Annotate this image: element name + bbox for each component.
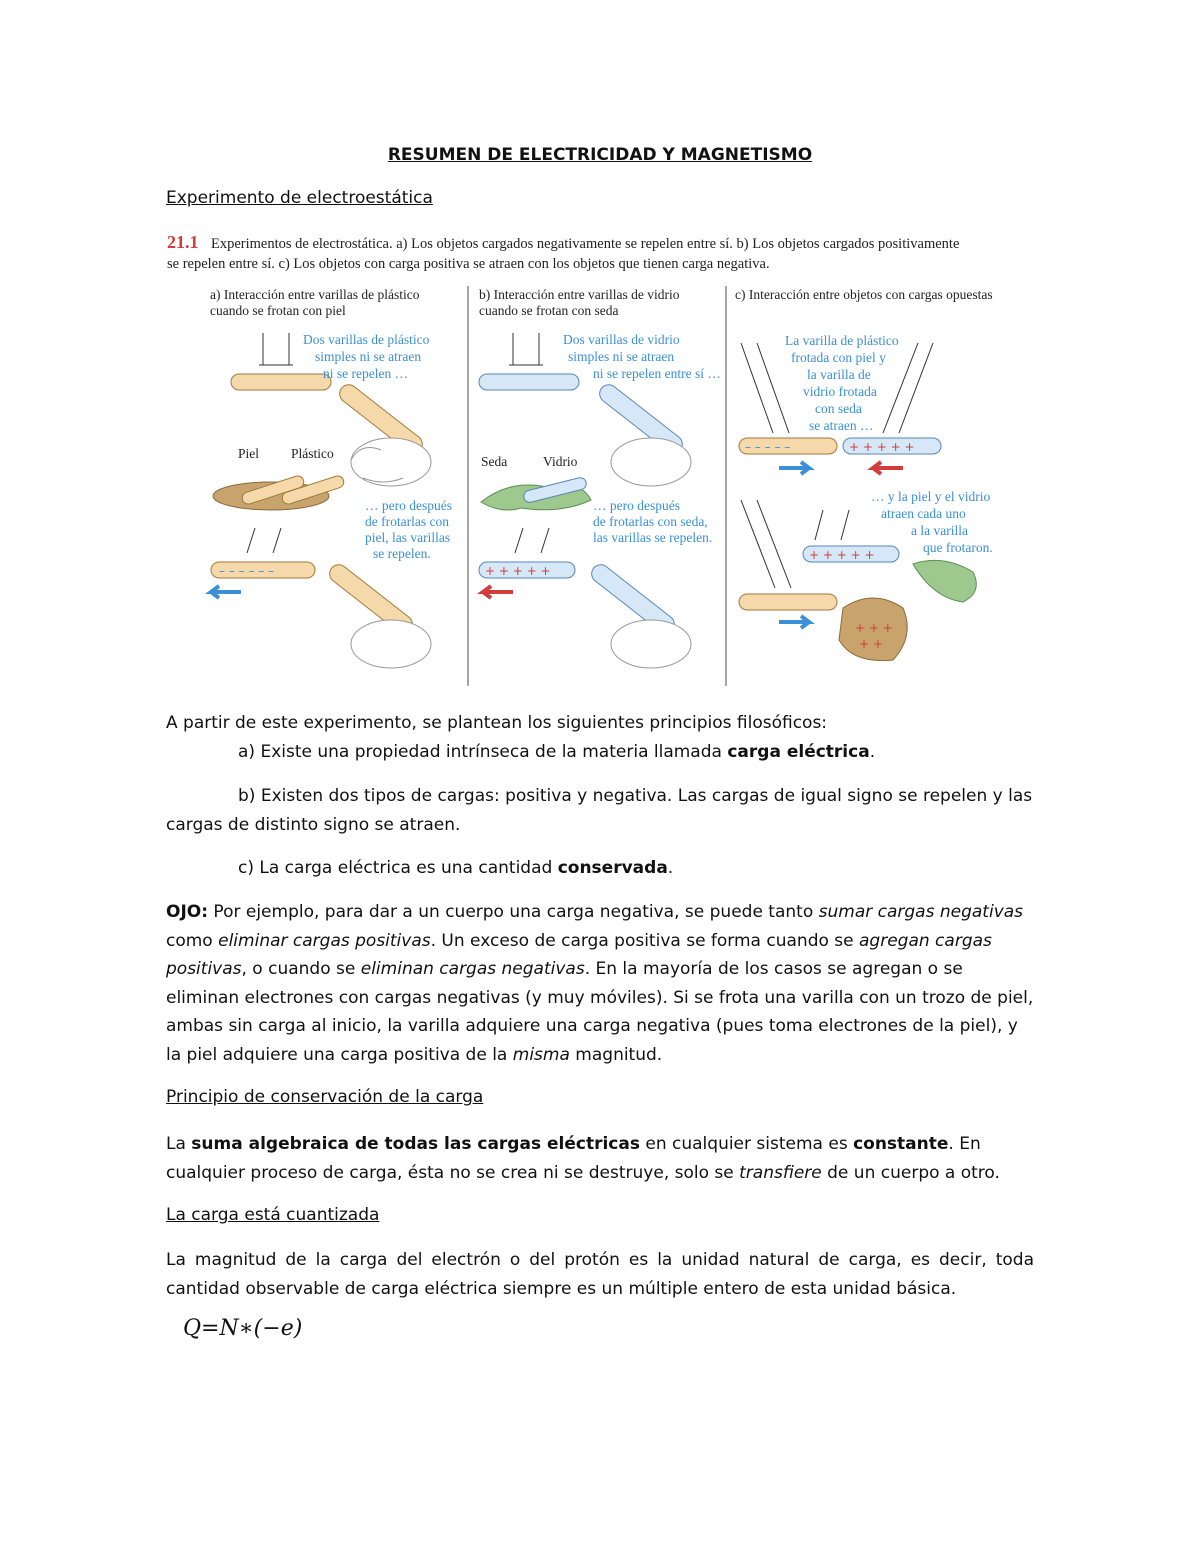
principle-b-line2: cargas de distinto signo se atraen. — [166, 815, 461, 835]
label-vidrio: Vidrio — [543, 454, 578, 469]
ojo-italic: eliminar cargas positivas — [218, 930, 431, 951]
conservation-bold: constante — [853, 1134, 949, 1154]
ojo-text: . Un exceso de carga positiva se forma cuando se — [430, 930, 860, 951]
panel-a-note-2-line: de frotarlas con — [365, 514, 449, 529]
ojo-paragraph — [166, 898, 1034, 1069]
principle-a-bold: carga eléctrica — [727, 742, 870, 762]
figure-svg — [163, 228, 1035, 690]
panel-c-note-2 — [871, 489, 993, 555]
ojo-text: . En la mayoría de los casos se agregan o se eliminan electrones con cargas negativas (y muy móviles). Si se frota una varilla con un trozo de piel, ambas sin carga al inicio, la varilla adquiere una carga negativa (pues toma electrones de la piel), y la piel adquiere una carga positiva de la — [166, 959, 1034, 1065]
panel-a-note-2-line: piel, las varillas — [365, 530, 451, 545]
ojo-italic: misma — [512, 1044, 570, 1065]
principle-a-end: . — [869, 742, 876, 762]
figure-caption-line1: Experimentos de electrostática. a) Los objetos cargados negativamente se repelen entre sí. b) Los objetos cargados positivamente — [211, 236, 960, 252]
conservation-text: de un cuerpo a otro. — [821, 1162, 1000, 1183]
panel-a-title-1: a) Interacción entre varillas de plástico — [210, 287, 420, 302]
conservation-italic: transfiere — [739, 1162, 822, 1183]
ojo-text: , o cuando se — [241, 959, 361, 979]
ojo-italic: sumar cargas negativas — [818, 902, 1024, 922]
ojo-label: OJO: — [166, 902, 209, 922]
conservation-bold: suma algebraica de todas las cargas eléctricas — [191, 1134, 640, 1154]
svg-text:– – – – –: – – – – – — [745, 440, 791, 454]
panel-c-note-2-line: … y la piel y el vidrio — [871, 489, 991, 504]
panel-a-note-1-line: Dos varillas de plástico — [303, 332, 430, 347]
conservation-text: en cualquier sistema es — [639, 1134, 854, 1154]
figure-caption-line2: se repelen entre sí. c) Los objetos con carga positiva se atraen con los objetos que tienen carga negativa. — [167, 256, 770, 272]
principle-b: b) Existen dos tipos de cargas: positiva y negativa. Las cargas de igual signo se repelen y las — [238, 786, 1033, 806]
ojo-italic: agregan cargas positivas — [166, 930, 992, 979]
panel-c-note-1-line: se atraen … — [809, 418, 874, 433]
ojo-text: como — [166, 930, 219, 951]
panel-b-title-1: b) Interacción entre varillas de vidrio — [479, 287, 680, 302]
charge-formula: Q=N∗(−e) — [183, 1316, 303, 1341]
panel-b-note-1-line: Dos varillas de vidrio — [563, 332, 680, 347]
principle-c — [238, 854, 1106, 883]
svg-text:+ +: + + — [859, 637, 883, 651]
panel-c-note-1-line: la varilla de — [807, 367, 871, 382]
panel-b-note-1-line: simples ni se atraen — [568, 349, 675, 364]
panel-c-note-2-line: atraen cada uno — [881, 506, 966, 521]
panel-b-note-2 — [593, 498, 712, 545]
svg-text:+ + + + +: + + + + + — [809, 548, 875, 562]
figure-number: 21.1 — [167, 232, 199, 252]
quantized-paragraph: La magnitud de la carga del electrón o del protón es la unidad natural de carga, es decir, toda cantidad observable de carga eléctrica siempre es un múltiple entero de esta unidad básica. — [166, 1250, 1034, 1299]
panel-a-note-2-line: se repelen. — [373, 546, 431, 561]
principle-c-text: c) La carga eléctrica es una cantidad — [238, 858, 558, 878]
panel-b-note-2-line: de frotarlas con seda, — [593, 514, 708, 529]
panel-c-title-1: c) Interacción entre objetos con cargas opuestas — [735, 287, 993, 302]
panel-c-note-1 — [785, 333, 899, 433]
panel-a-note-1-line: simples ni se atraen — [315, 349, 422, 364]
panel-c-note-1-line: frotada con piel y — [791, 350, 886, 365]
panel-a-note-1-line: ni se repelen … — [323, 366, 409, 381]
panel-b-note-2-line: las varillas se repelen. — [593, 530, 713, 545]
panel-b-note-2-line: … pero después — [593, 498, 680, 513]
panel-a-fur-illustration — [213, 474, 345, 510]
principle-a — [238, 738, 1106, 767]
section-heading-experiment: Experimento de electroestática — [166, 188, 433, 208]
svg-text:+ + + + +: + + + + + — [485, 564, 551, 578]
label-piel: Piel — [238, 446, 260, 461]
panel-c-note-1-line: vidrio frotada — [803, 384, 877, 399]
panel-a-note-2 — [365, 498, 452, 561]
panel-a-title-2: cuando se frotan con piel — [210, 303, 346, 318]
panel-b-note-1-line: ni se repelen entre sí … — [593, 366, 721, 381]
conservation-text: La — [166, 1134, 192, 1154]
ojo-italic: eliminan cargas negativas — [360, 959, 585, 979]
panel-a-note-2-line: … pero después — [365, 498, 452, 513]
conservation-paragraph — [166, 1130, 1034, 1187]
section-heading-quantized: La carga está cuantizada — [166, 1205, 380, 1225]
principle-c-end: . — [667, 858, 674, 878]
panel-c-note-2-line: a la varilla — [911, 523, 968, 538]
principle-a-text: a) Existe una propiedad intrínseca de la materia llamada — [238, 742, 728, 762]
panel-b-hand-with-rod — [596, 381, 691, 486]
svg-text:+ + +: + + + — [855, 621, 893, 635]
panel-c-note-2-line: que frotaron. — [923, 540, 993, 555]
figure-electrostatics — [163, 228, 1035, 690]
svg-text:+ + + + +: + + + + + — [849, 440, 915, 454]
svg-text:– – – – – –: – – – – – – — [219, 564, 275, 578]
label-seda: Seda — [481, 454, 508, 469]
ojo-text: Por ejemplo, para dar a un cuerpo una carga negativa, se puede tanto — [208, 902, 819, 922]
page-title: RESUMEN DE ELECTRICIDAD Y MAGNETISMO — [387, 145, 813, 165]
panel-c-note-1-line: con seda — [815, 401, 862, 416]
ojo-text: magnitud. — [569, 1044, 663, 1065]
principle-c-bold: conservada — [557, 858, 668, 878]
label-plastico: Plástico — [291, 446, 334, 461]
section-heading-conservation: Principio de conservación de la carga — [166, 1087, 484, 1107]
panel-b-silk-illustration — [481, 476, 591, 510]
panel-b-title-2: cuando se frotan con seda — [479, 303, 619, 318]
panel-c-note-1-line: La varilla de plástico — [785, 333, 899, 348]
intro-paragraph: A partir de este experimento, se plantean los siguientes principios filosóficos: — [166, 713, 828, 733]
conservation-text: . En cualquier proceso de carga, ésta no se crea ni se destruye, solo se — [166, 1134, 981, 1183]
panel-a-hand-with-rod — [336, 381, 431, 486]
panel-b-charged-rod — [479, 528, 691, 668]
panel-b-note-1 — [563, 332, 721, 381]
